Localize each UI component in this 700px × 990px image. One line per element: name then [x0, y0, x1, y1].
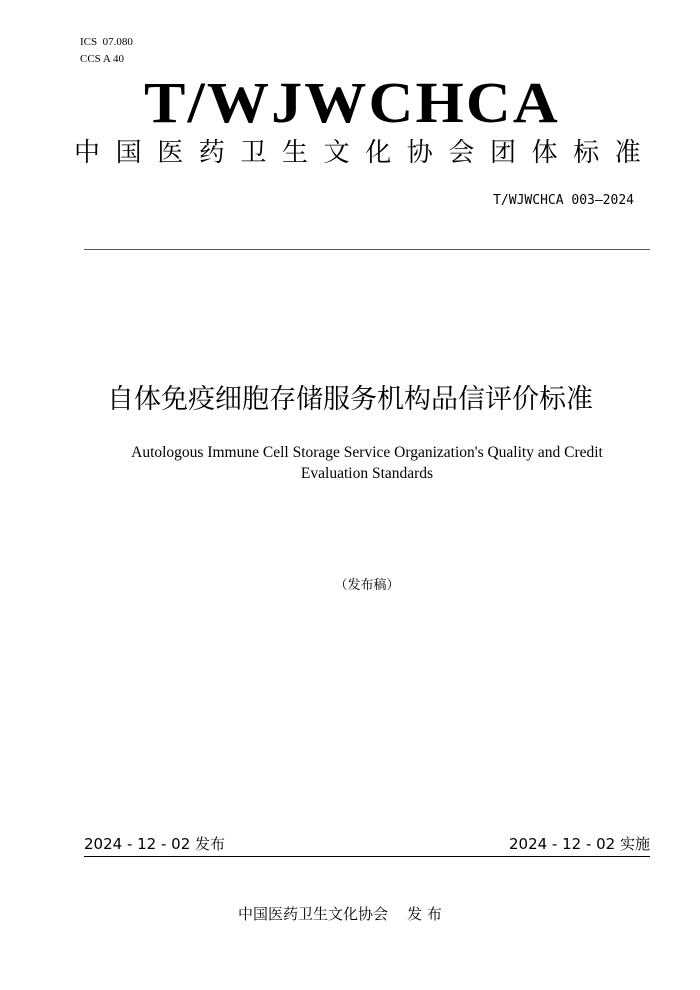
standard-number: T/WJWCHCA 003—2024 [493, 193, 634, 208]
document-title-chinese: 自体免疫细胞存储服务机构品信评价标准 [107, 384, 593, 415]
english-title-line-2: Evaluation Standards [300, 465, 434, 482]
english-title-line-1: Autologous Immune Cell Storage Service Organization's Quality and Credit [131, 444, 603, 461]
issuing-organization: 中国医药卫生文化协会 发 布 [238, 905, 442, 923]
footer-divider [84, 856, 650, 857]
association-standard-heading: 中国医药卫生文化协会团体标准 [74, 138, 657, 168]
release-date: 2024 - 12 - 02 发布 [84, 835, 226, 853]
ics-code: ICS 07.080 [80, 36, 133, 48]
header-divider [84, 249, 650, 250]
classification-codes [80, 34, 133, 68]
draft-status-label: （发布稿） [334, 578, 400, 593]
organization-logo-text: T/WJWCHCA [144, 70, 560, 135]
ccs-code: CCS A 40 [80, 53, 125, 65]
implementation-date: 2024 - 12 - 02 实施 [508, 835, 650, 853]
document-title-english [100, 442, 634, 484]
